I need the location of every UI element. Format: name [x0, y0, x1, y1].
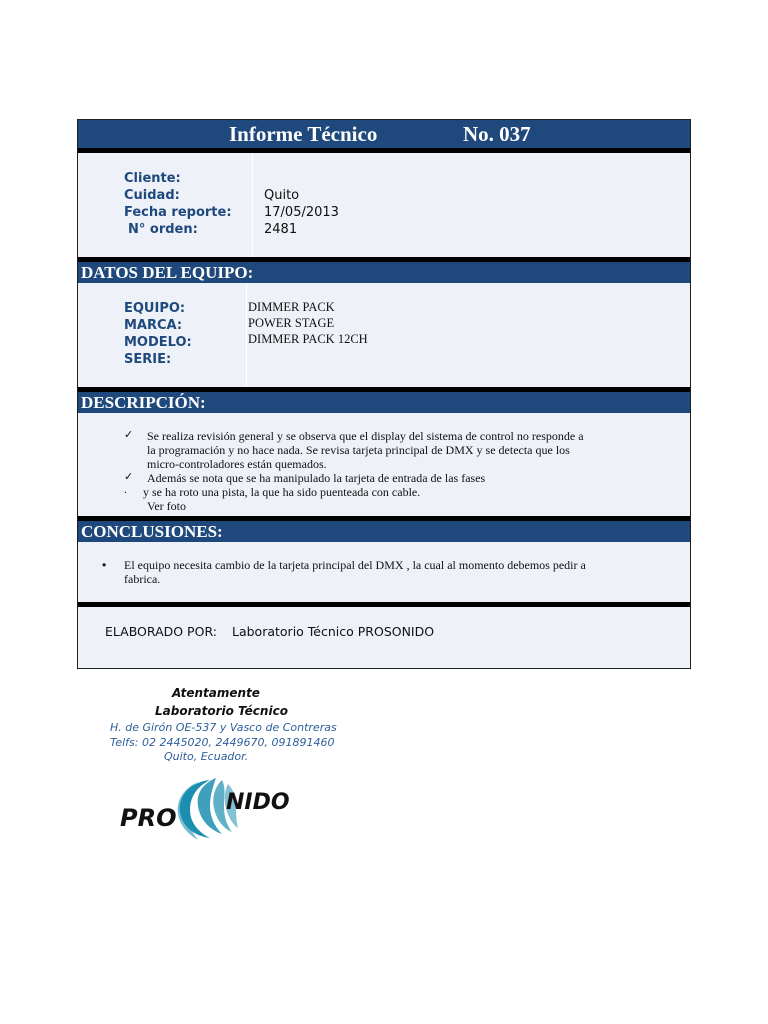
brand-value: POWER STAGE: [248, 316, 335, 330]
logo-text-nido: NIDO: [226, 790, 290, 815]
description-line: Se realiza revisión general y se observa que el display del sistema de control no responde a: [147, 429, 584, 443]
equipment-label: EQUIPO:: [124, 301, 186, 316]
client-panel: [78, 153, 690, 257]
description-line: micro-controladores están quemados.: [147, 457, 327, 471]
prepared-by-panel: [78, 607, 690, 669]
check-icon: ✓: [124, 471, 134, 483]
equipment-section-header: DATOS DEL EQUIPO:: [78, 262, 690, 283]
city-line: Quito, Ecuador.: [164, 750, 249, 763]
bullet-icon: •: [102, 558, 107, 572]
phones-line: Telfs: 02 2445020, 2449670, 091891460: [110, 736, 335, 749]
report-number: No. 037: [463, 122, 531, 146]
equipment-panel: [78, 283, 690, 387]
column-divider: [246, 283, 247, 387]
closing-line: Atentamente: [172, 686, 260, 700]
model-label: MODELO:: [124, 335, 192, 350]
address-line: H. de Girón OE-537 y Vasco de Contreras: [110, 721, 337, 734]
order-number-value: 2481: [264, 222, 298, 237]
conclusions-section-header: CONCLUSIONES:: [78, 521, 690, 542]
brand-label: MARCA:: [124, 318, 183, 333]
conclusions-panel: [78, 542, 690, 602]
description-line: y se ha roto una pista, la que ha sido puenteada con cable.: [143, 485, 421, 499]
report-date-label: Fecha reporte:: [124, 205, 232, 220]
client-label: Cliente:: [124, 171, 181, 186]
check-icon: ✓: [124, 429, 134, 441]
model-value: DIMMER PACK 12CH: [248, 332, 368, 346]
conclusion-line: El equipo necesita cambio de la tarjeta principal del DMX , la cual al momento debemos pedir a: [124, 558, 586, 572]
report-title: Informe Técnico: [229, 122, 378, 146]
description-section-header: DESCRIPCIÓN:: [78, 392, 690, 413]
report-title-bar: [78, 120, 690, 148]
dot-marker: .: [124, 484, 128, 496]
prosonido-logo: [118, 776, 302, 844]
city-label: Cuidad:: [124, 188, 180, 203]
prepared-by-label: ELABORADO POR:: [105, 624, 217, 639]
description-line: Ver foto: [147, 499, 186, 513]
technical-report: [77, 119, 691, 669]
description-panel: [78, 413, 690, 516]
description-line: Además se nota que se ha manipulado la tarjeta de entrada de las fases: [147, 471, 486, 485]
prepared-by-value: Laboratorio Técnico PROSONIDO: [232, 624, 435, 639]
logo-text-pro: PRO: [120, 804, 177, 832]
signature-org: Laboratorio Técnico: [155, 704, 288, 718]
description-line: la programación y no hace nada. Se revisa tarjeta principal de DMX y se detecta que los: [147, 443, 570, 457]
city-value: Quito: [264, 188, 300, 203]
column-divider: [252, 153, 253, 257]
conclusion-line: fabrica.: [124, 572, 161, 586]
order-number-label: N° orden:: [128, 222, 198, 237]
serial-label: SERIE:: [124, 352, 172, 367]
equipment-value: DIMMER PACK: [248, 300, 335, 314]
report-date-value: 17/05/2013: [264, 205, 339, 220]
